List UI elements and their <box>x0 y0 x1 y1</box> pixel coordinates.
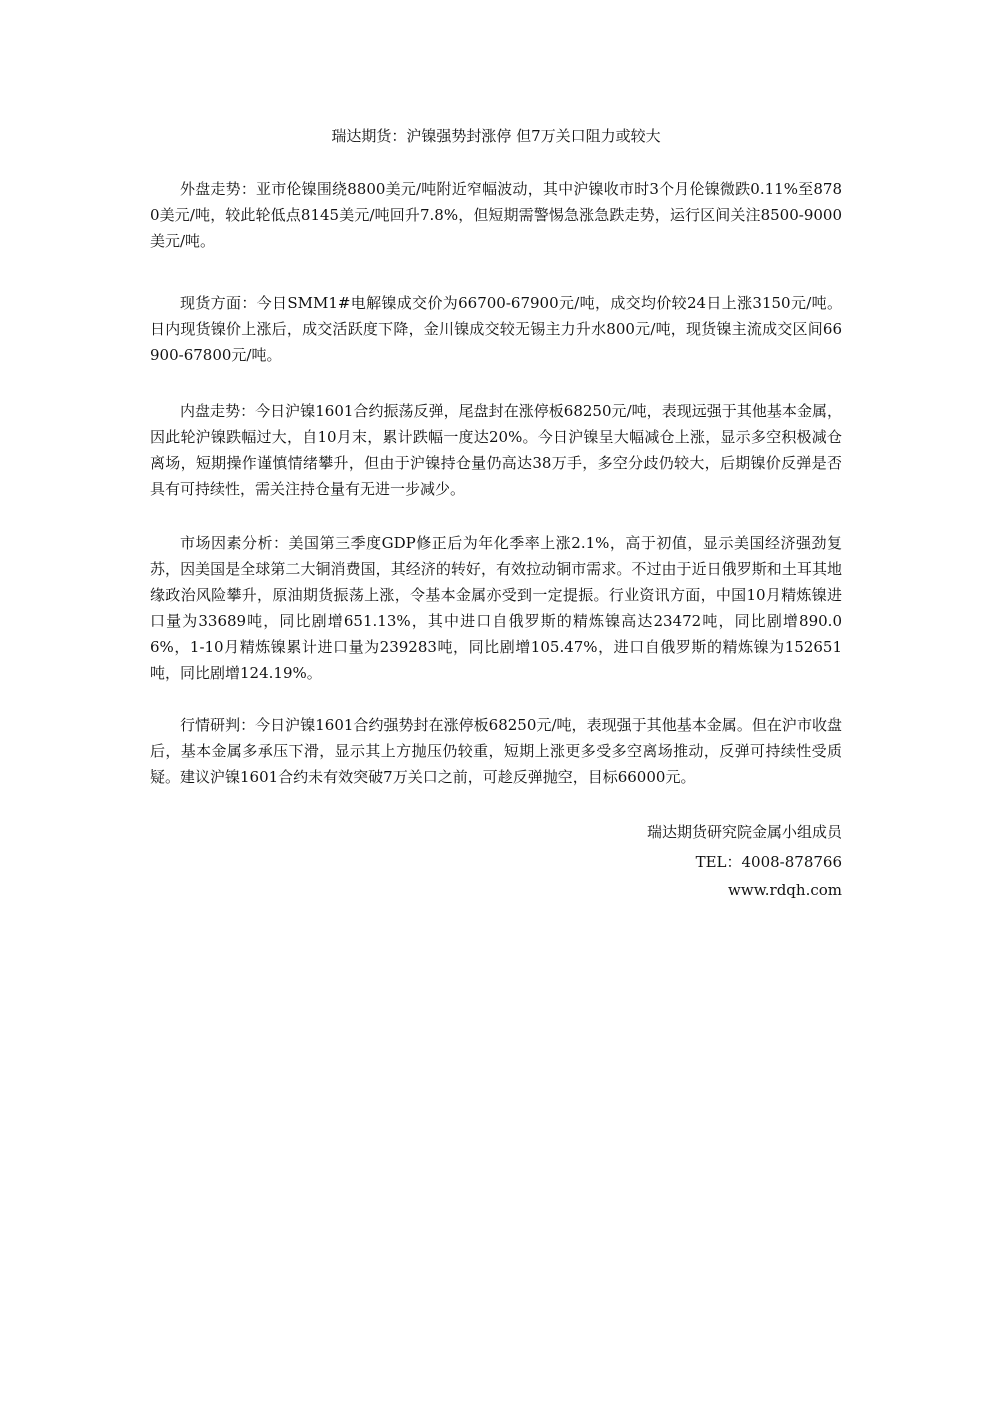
paragraph-spot-market: 现货方面：今日SMM1#电解镍成交价为66700-67900元/吨，成交均价较24日上涨3150元/吨。日内现货镍价上涨后，成交活跃度下降，金川镍成交较无锡主力升水800元/吨，现货镍主流成交区间66900-67800元/吨。 <box>150 294 842 364</box>
document-title: 瑞达期货：沪镍强势封涨停 但7万关口阻力或较大 <box>331 127 661 145</box>
signature-phone: TEL：4008-878766 <box>695 853 842 871</box>
signature-organization: 瑞达期货研究院金属小组成员 <box>646 823 842 841</box>
paragraph-overseas-market: 外盘走势：亚市伦镍围绕8800美元/吨附近窄幅波动，其中沪镍收市时3个月伦镍微跌0.11%至8780美元/吨，较此轮低点8145美元/吨回升7.8%，但短期需警惕急涨急跌走势，运行区间关注8500-9000美元/吨。 <box>150 180 842 250</box>
paragraph-market-factors: 市场因素分析：美国第三季度GDP修正后为年化季率上涨2.1%，高于初值，显示美国经济强劲复苏，因美国是全球第二大铜消费国，其经济的转好，有效拉动铜市需求。不过由于近日俄罗斯和土耳其地缘政治风险攀升，原油期货振荡上涨，令基本金属亦受到一定提振。行业资讯方面，中国10月精炼镍进口量为33689吨，同比剧增651.13%，其中进口自俄罗斯的精炼镍高达23472吨，同比剧增890.06%，1-10月精炼镍累计进口量为239283吨，同比剧增105.47%，进口自俄罗斯的精炼镍为152651吨，同比剧增124.19%。 <box>150 534 842 682</box>
paragraph-market-outlook: 行情研判：今日沪镍1601合约强势封在涨停板68250元/吨，表现强于其他基本金属。但在沪市收盘后，基本金属多承压下滑，显示其上方抛压仍较重，短期上涨更多受多空离场推动，反弹可持续性受质疑。建议沪镍1601合约未有效突破7万关口之前，可趁反弹抛空，目标66000元。 <box>150 716 842 786</box>
signature-website: www.rdqh.com <box>728 881 842 899</box>
paragraph-domestic-market: 内盘走势：今日沪镍1601合约振荡反弹，尾盘封在涨停板68250元/吨，表现远强于其他基本金属，因此轮沪镍跌幅过大，自10月末，累计跌幅一度达20%。今日沪镍呈大幅减仓上涨，显示多空积极减仓离场，短期操作谨慎情绪攀升，但由于沪镍持仓量仍高达38万手，多空分歧仍较大，后期镍价反弹是否具有可持续性，需关注持仓量有无进一步减少。 <box>150 402 842 498</box>
